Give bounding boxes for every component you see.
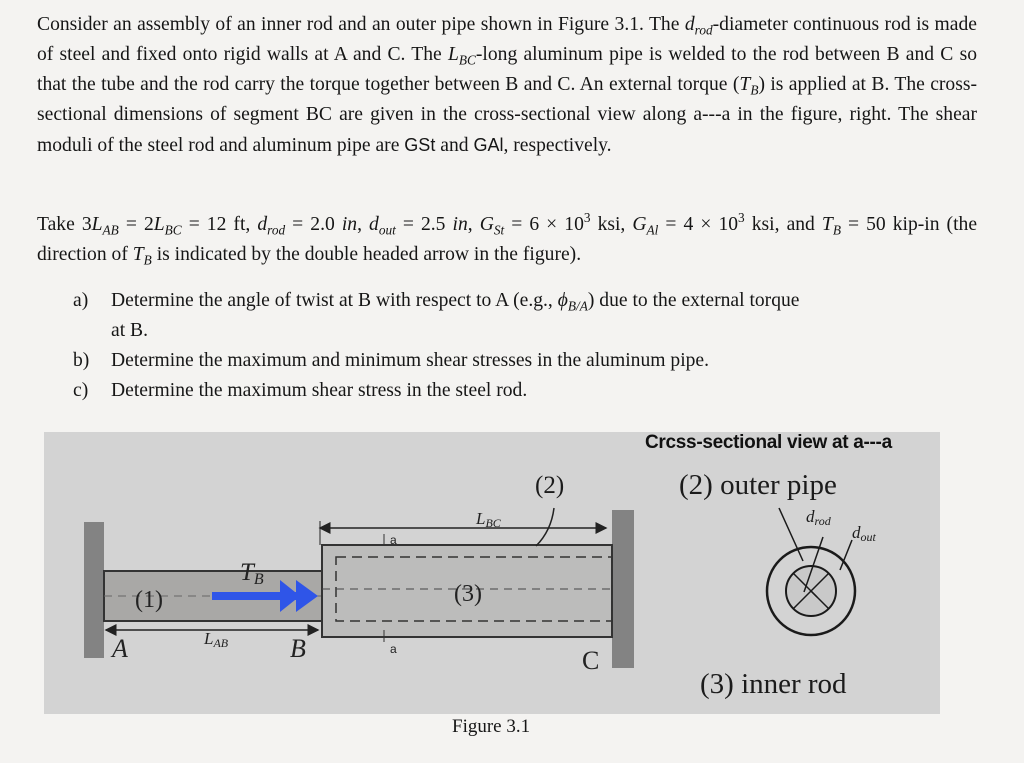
sub-b: B [832,222,841,238]
list-marker: c) [73,380,89,401]
figure-caption: Figure 3.1 [452,716,531,737]
var-d: d [257,214,268,235]
exponent: 3 [738,210,745,226]
text-run: = 50 kip-in (the direction of [37,214,978,265]
list-marker: a) [73,290,89,311]
var-G: G [479,214,494,235]
var-L: L [91,214,103,235]
sub-rod: rod [694,22,713,38]
inner-rod-number-label: (3) [454,581,482,607]
rod-number-label: (1) [135,587,163,613]
cross-section-title: Crcss-sectional view at a---a [645,432,892,453]
exponent: 3 [583,210,591,226]
text-run: = 12 ft, [181,214,258,235]
g-aluminum: GAl [473,135,504,155]
lab-label: LAB [204,629,229,650]
point-a-label: A [112,634,128,663]
outer-pipe-label: (2) outer pipe [679,469,837,501]
sub-b: B [750,82,759,98]
var-d: d [684,14,695,35]
text-run: , [467,214,480,235]
text-run: and [435,135,474,156]
text-run: ksi, [744,214,787,235]
var-T: T [132,244,144,265]
text-run: Consider an assembly of an inner rod and an outer pipe shown in Figure 3.1. The [37,14,685,35]
unit-in: in [452,214,468,235]
var-d: d [369,214,379,235]
right-wall [612,510,634,668]
text-run: ksi, [590,214,633,235]
var-T: T [739,74,751,95]
text-run: Determine the maximum shear stress in the steel rod. [111,380,528,401]
left-wall [84,522,104,658]
sub-ba: B/A [567,298,588,314]
inner-rod-label: (3) inner rod [700,668,847,700]
text-run: Take 3 [37,214,92,235]
text-run: = 2 [118,214,154,235]
g-steel: GSt [404,135,436,155]
sub-out: out [378,222,396,238]
cross-section-drawing [767,508,855,635]
var-T: T [821,214,833,235]
lbc-label: LBC [476,509,501,530]
sub-b: B [143,252,152,268]
var-phi: ϕ [557,290,568,311]
text-run: , [357,214,370,235]
sub-al: Al [646,222,659,238]
torque-label: TB [240,559,264,588]
pipe-leader-line [536,508,554,546]
text-run: = 2.0 [285,214,342,235]
section-a-top: a [390,533,397,547]
text-run: -diameter continuous rod is made of steel and fixed onto rigid walls at A and C. The [37,14,977,65]
sub-rod: rod [267,222,286,238]
section-a-bottom: a [390,642,397,656]
text-run: -long aluminum pipe is welded to the rod between B and C so that the tube and the rod carry the torque together between B and C. An external torque ( [37,44,977,95]
text-run: is indicated by the double headed arrow in the figure). [151,244,582,265]
pipe-number-label: (2) [535,472,565,499]
var-G: G [632,214,647,235]
text-run: at B. [111,320,149,341]
text-run: ) due to the external torque [587,290,800,311]
text-run: Determine the maximum and minimum shear stresses in the aluminum pipe. [111,350,710,371]
drod-label: drod [806,507,831,528]
sub-ab: AB [102,222,119,238]
text-run: = 6 × 10 [504,214,584,235]
dout-label: dout [852,523,876,544]
var-L: L [153,214,165,235]
text-run: = 4 × 10 [658,214,739,235]
point-b-label: B [290,634,306,663]
sub-bc: BC [164,222,182,238]
text-run: = 2.5 [395,214,453,235]
unit-in: in [341,214,358,235]
text-run: and [786,214,822,235]
text-run: Determine the angle of twist at B with respect to A (e.g., [111,290,558,311]
text-run: , respectively. [503,135,612,156]
sub-bc: BC [458,52,476,68]
var-L: L [447,44,459,65]
text-run: ) is applied at B. The cross-sectional dimensions of segment BC are given in the cross-sectional view along a---a in the figure, right. The shear moduli of the steel rod and aluminum pipe are [37,74,977,156]
list-marker: b) [73,350,90,371]
point-c-label: C [582,646,600,675]
sub-st: St [493,222,505,238]
